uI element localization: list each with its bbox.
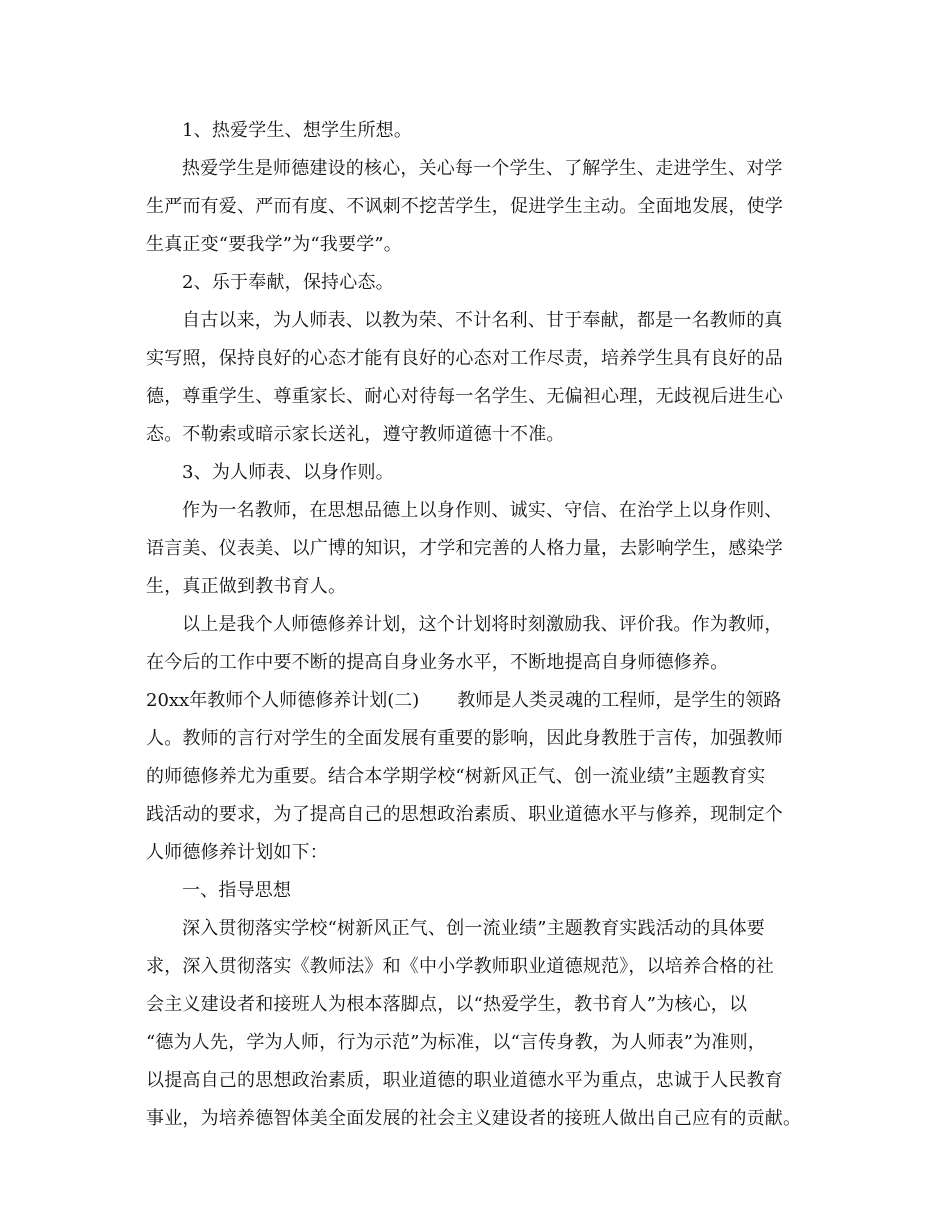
paragraph-line: 生严而有爱、严而有度、不讽刺不挖苦学生，促进学生主动。全面地发展，使学 — [146, 196, 783, 217]
paragraph-line: 教师是人类灵魂的工程师，是学生的领路 — [457, 690, 782, 711]
document-body — [146, 112, 822, 1138]
paragraph-line: 实写照，保持良好的心态才能有良好的心态对工作尽责，培养学生具有良好的品 — [146, 348, 783, 369]
paragraph-line: 德，尊重学生、尊重家长、耐心对待每一名学生、无偏袒心理，无歧视后进生心 — [146, 386, 783, 407]
paragraph-line: 作为一名教师，在思想品德上以身作则、诚实、守信、在治学上以身作则、 — [182, 500, 783, 521]
paragraph-line: 事业，为培养德智体美全面发展的社会主义建设者的接班人做出自己应有的贡献。 — [146, 1108, 802, 1129]
paragraph-line: 的师德修养尤为重要。结合本学期学校“树新风正气、创一流业绩”主题教育实 — [146, 766, 766, 787]
paragraph-line: 生真正变“要我学”为“我要学”。 — [146, 234, 403, 255]
heading-1: 1、热爱学生、想学生所想。 — [182, 120, 413, 141]
paragraph-line: 会主义建设者和接班人为根本落脚点，以“热爱学生，教书育人”为核心，以 — [146, 994, 748, 1015]
paragraph-line: 求，深入贯彻落实《教师法》和《中小学教师职业道德规范》，以培养合格的社 — [146, 956, 774, 977]
paragraph-line: 深入贯彻落实学校“树新风正气、创一流业绩”主题教育实践活动的具体要 — [182, 918, 766, 939]
paragraph-line: 生，真正做到教书育人。 — [146, 576, 347, 597]
section-title: 20xx年教师个人师德修养计划(二) — [146, 690, 420, 711]
heading-2: 2、乐于奉献，保持心态。 — [182, 272, 394, 293]
heading-3: 3、为人师表、以身作则。 — [182, 462, 394, 483]
section-title-line — [146, 682, 822, 720]
heading-guiding-thought: 一、指导思想 — [182, 880, 292, 901]
paragraph-line: 语言美、仪表美、以广博的知识，才学和完善的人格力量，去影响学生，感染学 — [146, 538, 783, 559]
paragraph-line: “德为人先，学为人师，行为示范”为标准，以“言传身教，为人师表”为准则， — [146, 1032, 767, 1053]
paragraph-line: 践活动的要求，为了提高自己的思想政治素质、职业道德水平与修养，现制定个 — [146, 804, 783, 825]
paragraph-line: 人。教师的言行对学生的全面发展有重要的影响，因此身教胜于言传，加强教师 — [146, 728, 783, 749]
paragraph-line: 以提高自己的思想政治素质，职业道德的职业道德水平为重点，忠诚于人民教育 — [146, 1070, 783, 1091]
paragraph-line: 以上是我个人师德修养计划，这个计划将时刻激励我、评价我。作为教师， — [182, 614, 783, 635]
paragraph-line: 热爱学生是师德建设的核心，关心每一个学生、了解学生、走进学生、对学 — [182, 158, 783, 179]
paragraph-line: 人师德修养计划如下： — [146, 842, 328, 863]
paragraph-line: 在今后的工作中要不断的提高自身业务水平，不断地提高自身师德修养。 — [146, 652, 729, 673]
paragraph-line: 自古以来，为人师表、以教为荣、不计名利、甘于奉献，都是一名教师的真 — [182, 310, 783, 331]
paragraph-line: 态。不勒索或暗示家长送礼，遵守教师道德十不准。 — [146, 424, 565, 445]
